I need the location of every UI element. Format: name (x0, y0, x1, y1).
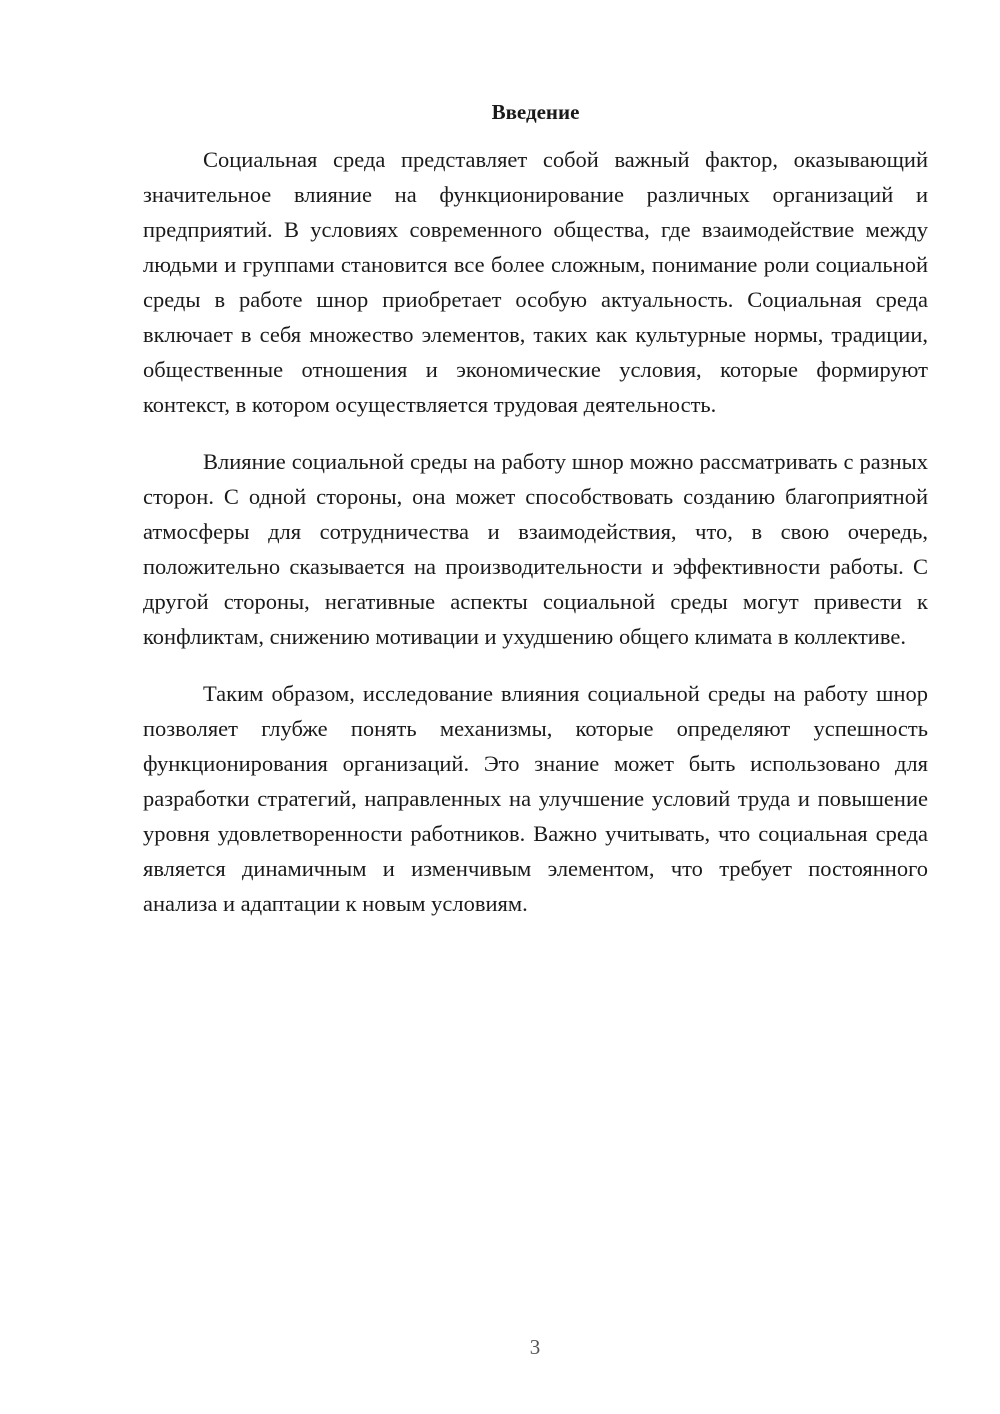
page-number: 3 (529, 1335, 541, 1359)
paragraph-2: Влияние социальной среды на работу шнор можно рассматривать с разных сторон. С одной стороны, она может способствовать созданию благоприятной атмосферы для сотрудничества и взаимодействия, что, в свою очередь, положительно сказывается на производительности и эффективности работы. С другой стороны, негативные аспекты социальной среды могут привести к конфликтам, снижению мотивации и ухудшению общего климата в коллективе. (143, 449, 928, 649)
paragraph-1: Социальная среда представляет собой важный фактор, оказывающий значительное влияние на функционирование различных организаций и предприятий. В условиях современного общества, где взаимодействие между людьми и группами становится все более сложным, понимание роли социальной среды в работе шнор приобретает особую актуальность. Социальная среда включает в себя множество элементов, таких как культурные нормы, традиции, общественные отношения и экономические условия, которые формируют контекст, в котором осуществляется трудовая деятельность. (143, 147, 928, 417)
section-heading: Введение (491, 100, 580, 124)
paragraph-3: Таким образом, исследование влияния социальной среды на работу шнор позволяет глубже понять механизмы, которые определяют успешность функционирования организаций. Это знание может быть использовано для разработки стратегий, направленных на улучшение условий труда и повышение уровня удовлетворенности работников. Важно учитывать, что социальная среда является динамичным и изменчивым элементом, что требует постоянного анализа и адаптации к новым условиям. (143, 681, 928, 916)
body-text (143, 142, 928, 943)
